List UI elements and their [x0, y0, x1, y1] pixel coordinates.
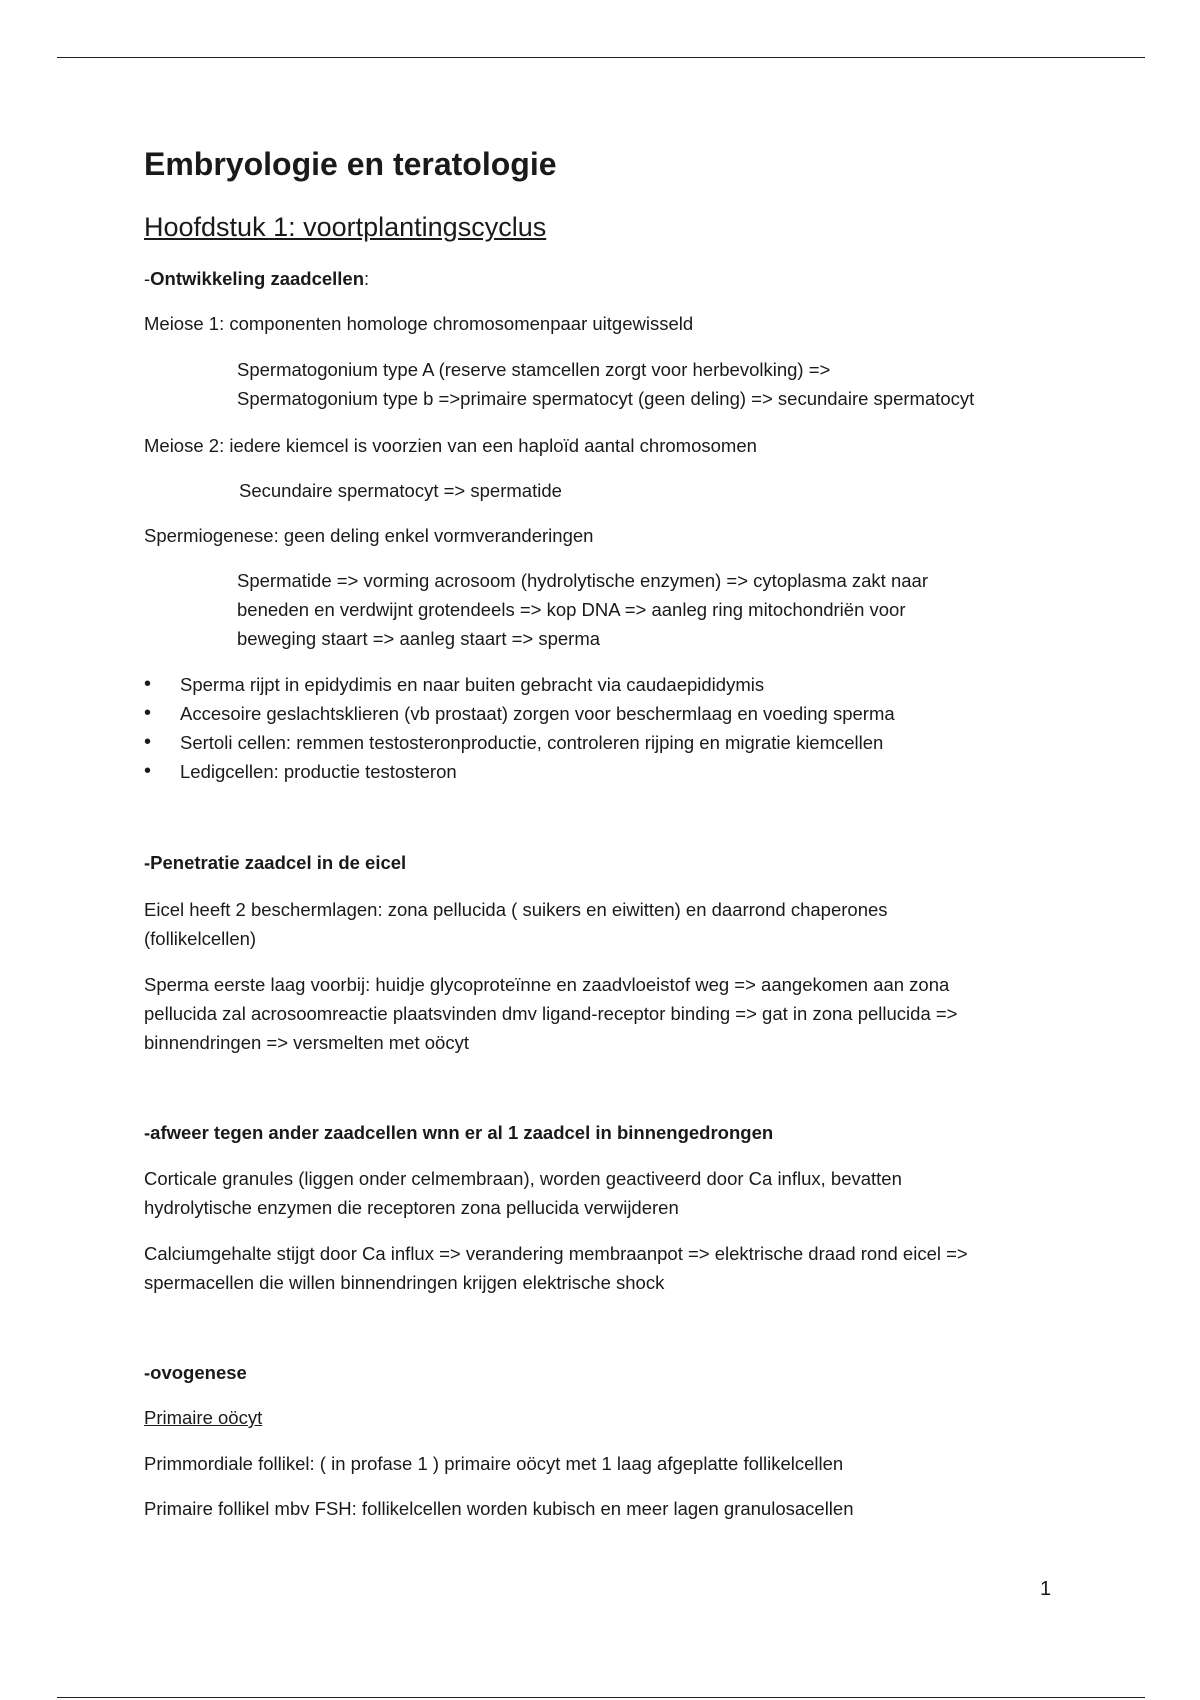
meiose2-line: Meiose 2: iedere kiemcel is voorzien van een haploïd aantal chromosomen [144, 435, 757, 456]
text-line: Calciumgehalte stijgt door Ca influx => verandering membraanpot => elektrische draad rond eicel => [144, 1243, 968, 1264]
text-line: (follikelcellen) [144, 928, 257, 949]
penetratie-paragraph-1 [144, 895, 888, 953]
afweer-paragraph-2 [144, 1239, 968, 1297]
text-line: beneden en verdwijnt grotendeels => kop DNA => aanleg ring mitochondriën voor [237, 599, 906, 620]
text-line: beweging staart => aanleg staart => sperma [237, 628, 601, 649]
section-heading-afweer: -afweer tegen ander zaadcellen wnn er al 1 zaadcel in binnengedrongen [144, 1122, 774, 1143]
text-line: Sperma eerste laag voorbij: huidje glycoproteïnne en zaadvloeistof weg => aangekomen aan zona [144, 974, 950, 995]
ovogenese-line-2: Primaire follikel mbv FSH: follikelcellen worden kubisch en meer lagen granulosacellen [144, 1498, 854, 1519]
bullet-list [144, 670, 1044, 786]
footer-rule [57, 1697, 1145, 1698]
meiose1-detail [237, 355, 974, 413]
meiose2-detail: Secundaire spermatocyt => spermatide [239, 480, 562, 501]
heading-suffix: : [364, 268, 370, 289]
list-item: • Ledigcellen: productie testosteron [144, 757, 1044, 786]
spermiogenese-detail [237, 566, 928, 653]
header-rule [57, 57, 1145, 58]
text-line: Corticale granules (liggen onder celmembraan), worden geactiveerd door Ca influx, bevatten [144, 1168, 902, 1189]
list-item: • Sperma rijpt in epidydimis en naar buiten gebracht via caudaepididymis [144, 670, 1044, 699]
penetratie-paragraph-2 [144, 970, 957, 1057]
text-line: Spermatogonium type A (reserve stamcellen zorgt voor herbevolking) => [237, 359, 831, 380]
text-line: pellucida zal acrosoomreactie plaatsvinden dmv ligand-receptor binding => gat in zona pellucida => [144, 1003, 958, 1024]
list-item: • Accesoire geslachtsklieren (vb prostaat) zorgen voor beschermlaag en voeding sperma [144, 699, 1044, 728]
text-line: Spermatogonium type b =>primaire spermatocyt (geen deling) => secundaire spermatocyt [237, 388, 975, 409]
text-line: spermacellen die willen binnendringen krijgen elektrische shock [144, 1272, 665, 1293]
list-item: • Sertoli cellen: remmen testosteronproductie, controleren rijping en migratie kiemcellen [144, 728, 1044, 757]
heading-prefix: - [144, 268, 151, 289]
section-heading-ontwikkeling [144, 268, 369, 290]
heading-text: Ontwikkeling zaadcellen [150, 268, 365, 289]
meiose1-line: Meiose 1: componenten homologe chromosomenpaar uitgewisseld [144, 313, 694, 334]
subheading-primaire-oocyt: Primaire oöcyt [144, 1407, 263, 1428]
afweer-paragraph-1 [144, 1164, 902, 1222]
page-number: 1 [1040, 1578, 1052, 1600]
text-line: hydrolytische enzymen die receptoren zona pellucida verwijderen [144, 1197, 679, 1218]
ovogenese-line-1: Primmordiale follikel: ( in profase 1 ) primaire oöcyt met 1 laag afgeplatte follikelcellen [144, 1453, 844, 1474]
text-line: Eicel heeft 2 beschermlagen: zona pellucida ( suikers en eiwitten) en daarrond chaperones [144, 899, 888, 920]
chapter-title: Hoofdstuk 1: voortplantingscyclus [144, 212, 547, 242]
text-line: binnendringen => versmelten met oöcyt [144, 1032, 469, 1053]
section-heading-ovogenese: -ovogenese [144, 1362, 247, 1383]
section-heading-penetratie: -Penetratie zaadcel in de eicel [144, 852, 407, 873]
document-title: Embryologie en teratologie [144, 146, 557, 182]
spermiogenese-line: Spermiogenese: geen deling enkel vormveranderingen [144, 525, 594, 546]
text-line: Spermatide => vorming acrosoom (hydrolytische enzymen) => cytoplasma zakt naar [237, 570, 928, 591]
